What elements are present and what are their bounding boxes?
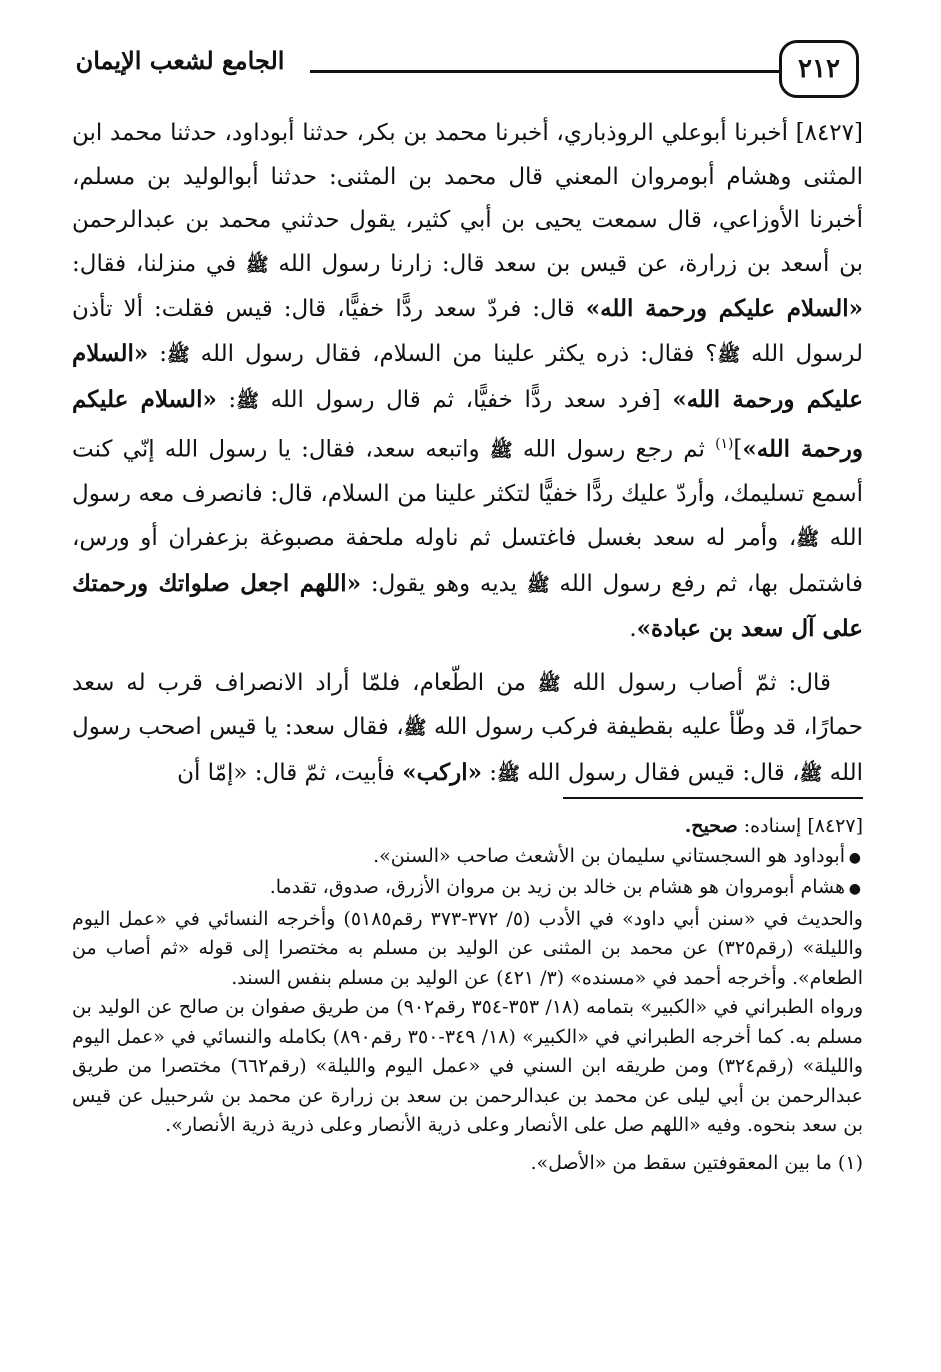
bullet-icon: ● <box>848 849 861 866</box>
salutation-glyph: ﷺ <box>236 389 259 412</box>
footnote-separator <box>563 797 863 799</box>
hadith-text <box>72 112 863 797</box>
prophetic-quote: «اللهم اجعل صلواتك ورحمتك على آل سعد بن عبادة» <box>72 569 863 643</box>
text-segment: فأبيت، ثمّ قال: «إمّا أن <box>177 759 403 786</box>
text-segment: : <box>482 759 498 786</box>
header-rule <box>310 70 779 73</box>
text-segment: ، قال: قيس فقال رسول الله <box>519 759 800 786</box>
salutation-glyph: ﷺ <box>489 439 513 462</box>
salutation-glyph: ﷺ <box>526 573 550 596</box>
page-number: ٢١٢ <box>779 40 859 98</box>
text-segment: من الطّعام، فلمّا أراد الانصراف قرب له سعد حمارًا، قد وطّأ عليه بقطيفة فركب رسول الله <box>72 669 863 741</box>
text-segment: ؟ فقال: ذره يكثر علينا من السلام، فقال رسول الله <box>189 340 718 367</box>
text-segment: واتبعه سعد، فقال: يا رسول الله إنّي كنت أسمع تسليمك، وأردّ عليك ردًّا خفيًّا لتكثر علينا من السلام، قال: فانصرف معه رسول الله <box>72 436 864 551</box>
narrator-note <box>72 873 863 905</box>
text-segment: قال: ثمّ أصاب رسول الله <box>560 669 831 696</box>
text-segment: ] <box>733 436 743 463</box>
text-segment: ، وأمر له سعد بغسل فاغتسل ثم ناوله ملحفة مصبوغة بزعفران أو ورس، فاشتمل بها، ثم رفع رسول الله <box>72 525 863 597</box>
isnad-status: صحيح. <box>684 815 738 837</box>
salutation-glyph: ﷺ <box>537 672 561 695</box>
text-segment: [فرد سعد ردًّا خفيًّا، ثم قال رسول الله <box>258 386 673 413</box>
isnad-label: [٨٤٢٧] إسناده: <box>743 815 863 837</box>
salutation-glyph: ﷺ <box>717 343 741 366</box>
hadith-paragraph-1 <box>72 112 863 652</box>
text-segment: في منزلنا، فقال: <box>72 250 246 277</box>
prophetic-quote: «السلام عليكم ورحمة الله» <box>72 385 863 463</box>
book-title: الجامع لشعب الإيمان <box>75 46 285 75</box>
text-segment: . <box>629 616 637 643</box>
salutation-glyph: ﷺ <box>166 343 190 366</box>
text-segment: ، فقال سعد: يا قيس اصحب رسول الله <box>72 714 863 786</box>
prophetic-quote: «اركب» <box>402 758 482 786</box>
page-header <box>60 40 881 100</box>
salutation-glyph: ﷺ <box>245 253 269 276</box>
takhrij-paragraph-2: ورواه الطبراني في «الكبير» بتمامه (١٨/ ٣٥٣-٣٥٤ رقم٩٠٢) من طريق صفوان بن صالح عن الوليد بن مسلم به. كما أخرجه الطبراني في «الكبير» (١٨/ ٣٤٩-٣٥٠ رقم٨٩٠) بكامله والنسائي في «عمل اليوم والليلة» (رقم٣٢٤) ومن طريقه ابن السني في «عمل اليوم والليلة» (رقم٦٦٢) مختصرا من طريق عبدالرحمن بن أبي ليلى عن محمد بن عبدالرحمن بن سعد بن زرارة عن محمد بن شرحبيل عن قيس بن سعد بنحوه. وفيه «اللهم صل على الأنصار وعلى ذرية الأنصار وعلى ذرية ذرية الأنصار». <box>72 996 863 1136</box>
text-segment: [٨٤٢٧] أخبرنا أبوعلي الروذباري، أخبرنا محمد بن بكر، حدثنا أبوداود، حدثنا محمد ابن المثنى وهشام أبومروان المعني قال محمد بن المثنى: حدثنا أبوالوليد بن مسلم، أخبرنا الأوزاعي، قال سمعت يحيى بن أبي كثير، يقول حدثني محمد بن عبدالرحمن بن أسعد بن زرارة، عن قيس بن سعد قال: زارنا رسول الله <box>72 120 863 277</box>
text-segment: : <box>216 386 237 413</box>
footnote-reference: (١) <box>715 436 734 453</box>
salutation-glyph: ﷺ <box>799 762 823 785</box>
takhrij-paragraph-1: والحديث في «سنن أبي داود» في الأدب (٥/ ٣٧٢-٣٧٣ رقم٥١٨٥) وأخرجه النسائي في «عمل اليوم والليلة» (رقم٣٢٥) عن محمد بن المثنى عن الوليد بن مسلم به مختصرا إلى قوله «ثم أصاب من الطعام». وأخرجه أحمد في «مسنده» (٣/ ٤٢١) عن الوليد بن مسلم بنفس السند. <box>72 907 863 989</box>
footnotes <box>72 812 863 1178</box>
hadith-paragraph-2 <box>72 662 863 797</box>
text-segment: يديه وهو يقول: <box>361 570 527 597</box>
salutation-glyph: ﷺ <box>403 717 427 740</box>
isnad-grade <box>72 812 863 842</box>
prophetic-quote: «السلام عليكم ورحمة الله» <box>72 339 863 413</box>
narrator-note-text: أبوداود هو السجستاني سليمان بن الأشعث صاحب «السنن». <box>373 844 845 867</box>
salutation-glyph: ﷺ <box>497 762 520 785</box>
bullet-icon: ● <box>848 881 861 897</box>
narrator-note <box>72 842 863 874</box>
prophetic-quote: «السلام عليكم ورحمة الله» <box>585 295 864 323</box>
text-segment: ثم رجع رسول الله <box>512 436 716 463</box>
text-segment: قال: فردّ سعد ردًّا خفيًّا، قال: قيس فقلت: ألا تأذن لرسول الله <box>72 296 864 367</box>
text-segment: : <box>148 340 167 367</box>
footnote-1: (١) ما بين المعقوفتين سقط من «الأصل». <box>530 1151 863 1174</box>
narrator-note-text: هشام أبومروان هو هشام بن خالد بن زيد بن مروان الأزرق، صدوق، تقدما. <box>269 876 845 898</box>
salutation-glyph: ﷺ <box>796 528 820 550</box>
